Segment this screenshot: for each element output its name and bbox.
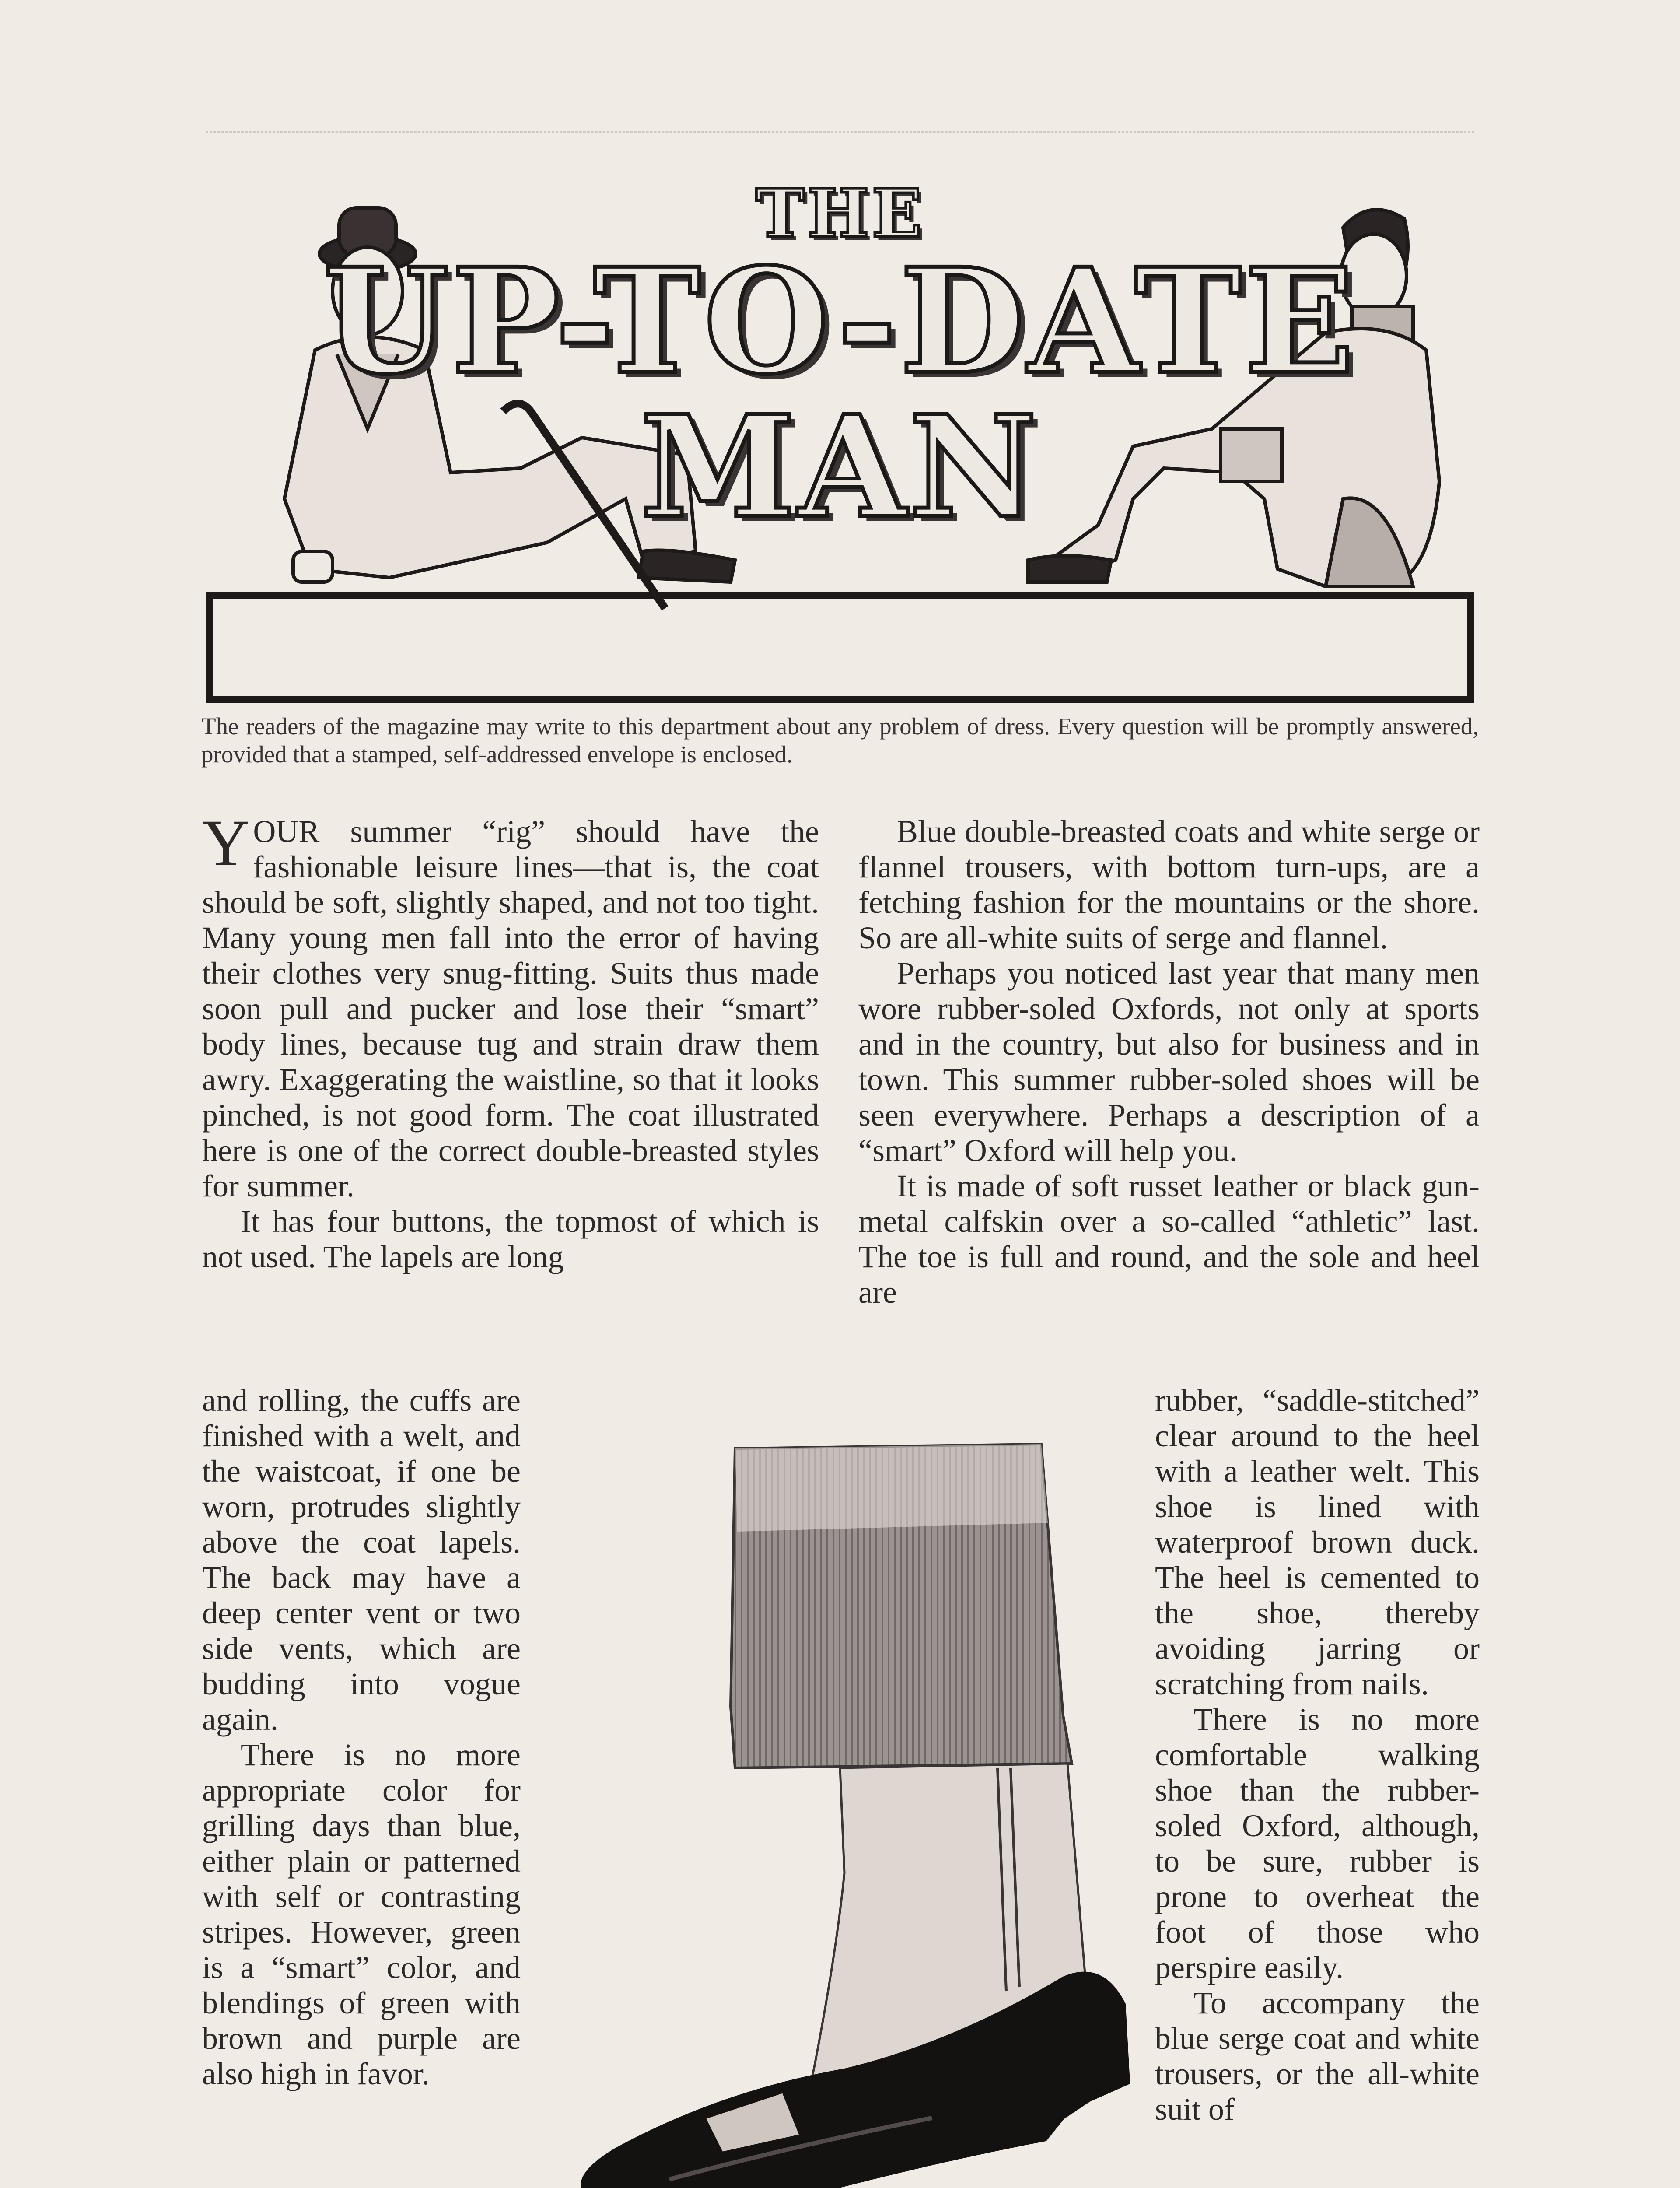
left-paragraph-2-top: It has four buttons, the topmost of which is not used. The lapels are long bbox=[202, 1204, 819, 1274]
header-title-man: MAN bbox=[640, 385, 1040, 549]
right-column-narrow bbox=[1155, 1383, 1480, 2127]
department-header bbox=[206, 166, 1474, 709]
right-paragraph-4: There is no more comfortable walking shoe than the rubber-soled Oxford, although, to be sure, rubber is prone to overheat the foot of those who perspire easily. bbox=[1155, 1702, 1480, 1985]
left-column-narrow bbox=[202, 1383, 521, 2092]
top-rule bbox=[206, 131, 1474, 134]
drop-cap: Y bbox=[202, 806, 250, 879]
right-column-top bbox=[858, 814, 1480, 1310]
header-title-up-to-date: UP-TO-DATE bbox=[323, 236, 1357, 406]
right-paragraph-5: To accompany the blue serge coat and white trousers, or the all-white suit of bbox=[1155, 1985, 1480, 2127]
left-paragraph-1: YOUR summer “rig” should have the fashionable leisure lines—that is, the coat should be soft, slightly shaped, and not too tight. Many young men fall into the error of having their clothes very snug-fitting. Suits thus made soon pull and pucker and lose their “smart” body lines, because tug and strain draw them awry. Exaggerating the waistline, so that it looks pinched, is not good form. The coat illustrated here is one of the correct double-breasted styles for summer. bbox=[202, 806, 819, 1203]
bench-box bbox=[209, 595, 1471, 699]
dancing-pump-illustration bbox=[538, 1435, 1142, 2188]
left-column-top bbox=[202, 806, 819, 1275]
right-paragraph-3-bottom: rubber, “saddle-stitched” clear around to the heel with a leather welt. This shoe is lined with waterproof brown duck. The heel is cemented to the shoe, thereby avoiding jarring or scratching from nails. bbox=[1155, 1383, 1480, 1701]
header-title-the: THE bbox=[756, 175, 924, 252]
right-paragraph-3-top: It is made of soft russet leather or black gun-metal calfskin over a so-called “athletic” last. The toe is full and round, and the sole and heel are bbox=[858, 1168, 1480, 1310]
left-paragraph-3: There is no more appropriate color for grilling days than blue, either plain or patterned with self or contrasting stripes. However, green is a “smart” color, and blendings of green with brown and purple are also high in favor. bbox=[202, 1737, 521, 2091]
left-paragraph-2-bottom: and rolling, the cuffs are finished with a welt, and the waistcoat, if one be worn, protrudes slightly above the coat lapels. The back may have a deep center vent or two side vents, which are budding into vogue again. bbox=[202, 1383, 521, 1737]
right-paragraph-2: Perhaps you noticed last year that many men wore rubber-soled Oxfords, not only at sports and in the country, but also for business and in town. This summer rubber-soled shoes will be seen everywhere. Perhaps a description of a “smart” Oxford will help you. bbox=[858, 956, 1480, 1168]
right-paragraph-1: Blue double-breasted coats and white serge or flannel trousers, with bottom turn-ups, are a fetching fashion for the mountains or the shore. So are all-white suits of serge and flannel. bbox=[858, 814, 1480, 955]
intro-note: The readers of the magazine may write to this department about any problem of dress. Every question will be promptly answered, provided that a stamped, self-addressed envelope is enclosed. bbox=[201, 713, 1479, 768]
